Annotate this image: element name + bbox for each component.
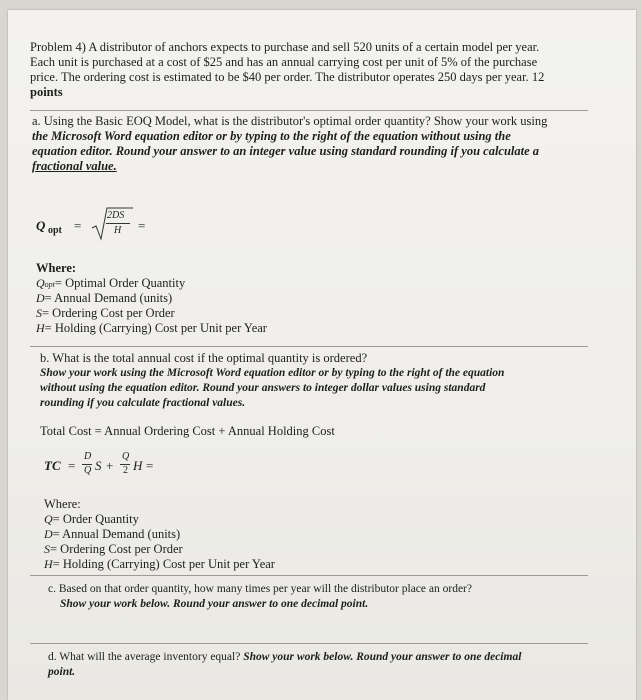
part-d-line-2: point.: [48, 666, 76, 678]
part-a-line-1: a. Using the Basic EOQ Model, what is the distributor's optimal order quantity? Show your work using: [32, 114, 548, 128]
denominator: H: [114, 225, 122, 236]
where-item-h: H= Holding (Carrying) Cost per Unit per Year: [36, 321, 267, 335]
plus-sign: +: [106, 458, 114, 473]
tc-equals-2: =: [146, 458, 154, 473]
h-symbol: H: [133, 458, 143, 473]
eoq-formula: [36, 206, 196, 246]
tc-formula: [44, 452, 204, 482]
where-b-q: Q= Order Quantity: [44, 512, 139, 526]
section-divider: [30, 110, 588, 111]
part-c-instruction: Show your work below. Round your answer to one decimal point.: [60, 598, 369, 610]
tc-symbol: TC: [44, 458, 61, 473]
part-a-line-4: fractional value.: [32, 159, 117, 173]
where-b-h: H= Holding (Carrying) Cost per Unit per Year: [44, 557, 275, 571]
part-b-line-3: without using the equation editor. Round your answers to integer dollar values using standard: [40, 382, 486, 394]
problem-points: points: [30, 85, 63, 99]
where-item-s: S= Ordering Cost per Order: [36, 306, 175, 320]
document-page: [8, 10, 636, 700]
where-item-q: Qopt= Optimal Order Quantity: [36, 276, 186, 290]
section-divider-d: [30, 643, 588, 644]
numerator: 2DS: [107, 210, 125, 221]
part-a-line-3: equation editor. Round your answer to an integer value using standard rounding if you calculate a: [32, 144, 540, 158]
s-symbol: S: [95, 458, 102, 473]
part-d-question: d. What will the average inventory equal? Show your work below. Round your answer to one decimal: [48, 651, 522, 663]
part-b-question: b. What is the total annual cost if the optimal quantity is ordered?: [40, 351, 368, 365]
frac1-num: D: [84, 451, 92, 462]
part-b-line-4: rounding if you calculate fractional values.: [40, 397, 246, 409]
where-b-d: D= Annual Demand (units): [44, 527, 181, 541]
section-divider-b: [30, 346, 588, 347]
frac2-num: Q: [122, 451, 130, 462]
where-title-b: Where:: [44, 497, 81, 511]
section-divider-c: [30, 575, 588, 576]
q-symbol: Q: [36, 218, 46, 233]
frac2-den: 2: [123, 465, 128, 476]
where-title-a: Where:: [36, 261, 77, 275]
problem-line-3: price. The ordering cost is estimated to be $40 per order. The distributor operates 250 days per year. 12: [30, 70, 545, 84]
where-b-s: S= Ordering Cost per Order: [44, 542, 183, 556]
frac1-den: Q: [84, 465, 92, 476]
part-c-question: c. Based on that order quantity, how many times per year will the distributor place an order?: [48, 583, 472, 595]
fraction-bar: [106, 223, 130, 224]
total-cost-definition: Total Cost = Annual Ordering Cost + Annual Holding Cost: [40, 424, 335, 438]
problem-line-1: Problem 4) A distributor of anchors expects to purchase and sell 520 units of a certain model per year.: [30, 40, 540, 54]
q-subscript: opt: [48, 225, 62, 236]
tc-equals: =: [68, 458, 76, 473]
part-a-line-2: the Microsoft Word equation editor or by typing to the right of the equation without using the: [32, 129, 511, 143]
equals-sign: =: [74, 218, 82, 233]
where-item-d: D= Annual Demand (units): [36, 291, 173, 305]
equals-sign-2: =: [138, 218, 146, 233]
problem-line-2: Each unit is purchased at a cost of $25 and has an annual carrying cost per unit of 5% of the purchase: [30, 55, 538, 69]
part-a-question: [32, 114, 547, 129]
part-b-line-2: Show your work using the Microsoft Word equation editor or by typing to the right of the equation: [40, 367, 505, 379]
